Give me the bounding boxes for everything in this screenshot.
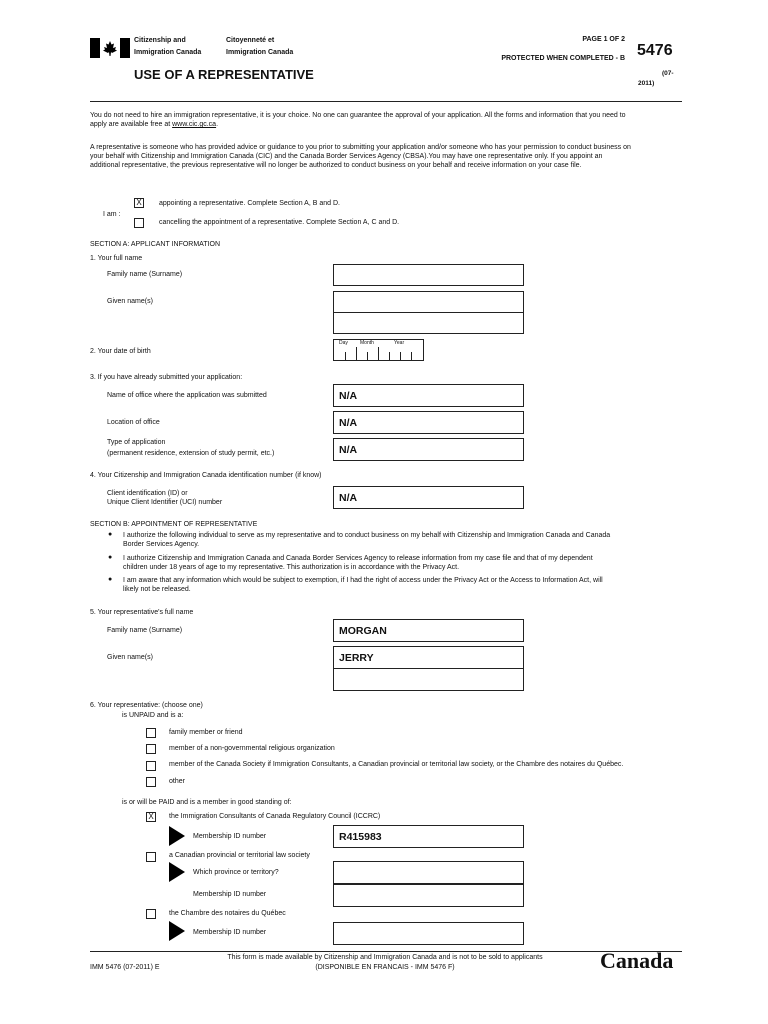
province-label: Which province or territory? [193, 869, 279, 876]
rep-given-label: Given name(s) [107, 654, 153, 661]
location-input[interactable]: N/A [333, 411, 524, 434]
dob-divider [378, 347, 379, 361]
arrow-right-icon [169, 862, 185, 882]
chambre-checkbox[interactable] [146, 909, 156, 919]
iccrc-label: the Immigration Consultants of Canada Regulatory Council (ICCRC) [169, 813, 381, 820]
client-id-label-line1: Client identification (ID) or [107, 490, 188, 497]
province-input[interactable] [333, 861, 524, 884]
intro-p1-prefix: apply are available free at [90, 121, 173, 128]
q2-label: 2. Your date of birth [90, 348, 151, 355]
client-id-label-line2: Unique Client Identifier (UCI) number [107, 499, 223, 506]
intro-p2-line1: A representative is someone who has provided advice or guidance to you prior to submitting your application and/or someone who has your permission to conduct business on [90, 144, 631, 151]
authorization-2-line2: children under 18 years of age to my representative. This authorization is in accordance with the Privacy Act. [123, 564, 460, 571]
client-id-input[interactable]: N/A [333, 486, 524, 509]
authorization-3-line1: I am aware that any information which would be subject to exemption, if I had the right of access under the Privacy Act or the Access to Information Act, will [123, 577, 603, 584]
cancelling-label: cancelling the appointment of a representative. Complete Section A, C and D. [159, 219, 400, 226]
paid-label: is or will be PAID and is a member in good standing of: [122, 799, 292, 806]
arrow-right-icon [169, 826, 185, 846]
q5-label: 5. Your representative's full name [90, 609, 194, 616]
dob-divider [400, 352, 401, 361]
law-society-checkbox[interactable] [146, 852, 156, 862]
bullet-icon: ● [108, 531, 113, 538]
page-number: PAGE 1 OF 2 [582, 36, 625, 43]
authorization-1-line2: Border Services Agency. [123, 541, 200, 548]
office-label: Name of office where the application was submitted [107, 392, 267, 399]
footer-notice-line2: (DISPONIBLE EN FRANCAIS - IMM 5476 F) [315, 964, 455, 971]
applicant-given-name-input-1[interactable] [333, 291, 524, 313]
bullet-icon: ● [108, 554, 113, 561]
canada-flag-icon [90, 38, 130, 58]
dob-divider [345, 352, 346, 361]
rep-family-name-input[interactable]: MORGAN [333, 619, 524, 642]
dob-month-label: Month [360, 340, 374, 346]
authorization-2 [123, 554, 685, 572]
dob-divider [389, 352, 390, 361]
dept-fr-line1: Citoyenneté et [226, 37, 275, 44]
iccrc-member-id-input[interactable]: R415983 [333, 825, 524, 848]
section-b-heading: SECTION B: APPOINTMENT OF REPRESENTATIVE [90, 521, 258, 528]
dept-name-fr [226, 36, 293, 57]
rep-given-name-input-1[interactable]: JERRY [333, 646, 524, 669]
type-label-line1: Type of application [107, 439, 166, 446]
applicant-family-label: Family name (Surname) [107, 271, 183, 278]
dept-en-line2: Immigration Canada [134, 49, 202, 56]
chambre-member-id-input[interactable] [333, 922, 524, 945]
authorization-3-line2: likely not be released. [123, 586, 191, 593]
applicant-given-name-input-2[interactable] [333, 312, 524, 334]
bullet-icon: ● [108, 576, 113, 583]
authorization-1 [123, 531, 685, 549]
form-code: IMM 5476 (07-2011) E [90, 964, 160, 971]
q6-label: 6. Your representative: (choose one) [90, 702, 203, 709]
q4-label: 4. Your Citizenship and Immigration Canada identification number (if know) [90, 472, 322, 479]
dept-fr-line2: Immigration Canada [226, 49, 294, 56]
iam-label: I am : [103, 211, 121, 218]
applicant-family-name-input[interactable] [333, 264, 524, 286]
applicant-given-label: Given name(s) [107, 298, 153, 305]
dob-divider [367, 352, 368, 361]
type-label-line2: (permanent residence, extension of study permit, etc.) [107, 450, 275, 457]
q3-label: 3. If you have already submitted your application: [90, 374, 243, 381]
dept-en-line1: Citizenship and [134, 37, 186, 44]
authorization-2-line1: I authorize Citizenship and Immigration Canada and Canada Border Services Agency to release information from my case file and that of my dependent [123, 555, 593, 562]
law-society-label: a Canadian provincial or territorial law society [169, 852, 310, 859]
iccrc-checkbox[interactable]: X [146, 812, 156, 822]
type-label [107, 438, 274, 458]
client-id-label [107, 489, 222, 507]
section-a-heading: SECTION A: APPLICANT INFORMATION [90, 241, 221, 248]
iccrc-member-id-label: Membership ID number [193, 833, 267, 840]
page-title: USE OF A REPRESENTATIVE [134, 67, 314, 82]
family-friend-label: family member or friend [169, 729, 243, 736]
society-member-label: member of the Canada Society if Immigration Consultants, a Canadian provincial or territorial law society, or the Chambre des notaires du Québec. [169, 761, 624, 768]
religious-org-label: member of a non-governmental religious organization [169, 745, 335, 752]
intro-p1-line2 [90, 120, 685, 129]
cancelling-checkbox[interactable] [134, 218, 144, 228]
appointing-label: appointing a representative. Complete Section A, B and D. [159, 200, 340, 207]
form-date-a: (07- [662, 70, 674, 77]
office-input[interactable]: N/A [333, 384, 524, 407]
other-checkbox[interactable] [146, 777, 156, 787]
dob-day-label: Day [339, 340, 348, 346]
q1-label: 1. Your full name [90, 255, 143, 262]
arrow-right-icon [169, 921, 185, 941]
header-divider [90, 101, 682, 102]
family-friend-checkbox[interactable] [146, 728, 156, 738]
law-member-id-input[interactable] [333, 884, 524, 907]
intro-p2-line2: your behalf with Citizenship and Immigration Canada (CIC) and the Canada Border Services Agency (CBSA).You may have one representative only. If you appoint an [90, 153, 603, 160]
intro-p1-suffix: . [216, 121, 219, 128]
society-member-checkbox[interactable] [146, 761, 156, 771]
application-type-input[interactable]: N/A [333, 438, 524, 461]
chambre-label: the Chambre des notaires du Québec [169, 910, 286, 917]
form-date-b: 2011) [638, 80, 655, 87]
authorization-1-line1: I authorize the following individual to serve as my representative and to conduct business on my behalf with Citizenship and Immigration Canada and Canada [123, 532, 611, 539]
dept-name-en [134, 36, 201, 57]
dob-divider [356, 347, 357, 361]
other-label: other [169, 778, 185, 785]
intro-paragraph-1 [90, 111, 685, 129]
form-number: 5476 [637, 42, 673, 59]
footer-notice [200, 953, 570, 972]
chambre-member-id-label: Membership ID number [193, 929, 267, 936]
authorization-3 [123, 576, 685, 594]
canada-wordmark: Canada [600, 948, 674, 973]
footer-notice-line1: This form is made available by Citizenship and Immigration Canada and is not to be sold to applicants [227, 954, 543, 961]
cic-website-link[interactable]: www.cic.gc.ca [172, 121, 217, 128]
dob-divider [411, 352, 412, 361]
rep-given-name-input-2[interactable] [333, 668, 524, 691]
intro-p1-line1: You do not need to hire an immigration representative, it is your choice. No one can guarantee the approval of your application. All the forms and information that you need to [90, 112, 626, 119]
law-member-id-label: Membership ID number [193, 891, 267, 898]
rep-family-label: Family name (Surname) [107, 627, 183, 634]
appointing-checkbox[interactable]: X [134, 198, 144, 208]
location-label: Location of office [107, 419, 160, 426]
date-of-birth-input[interactable] [333, 339, 424, 361]
dob-year-label: Year [394, 340, 405, 346]
religious-org-checkbox[interactable] [146, 744, 156, 754]
unpaid-label: is UNPAID and is a: [122, 712, 184, 719]
intro-paragraph-2 [90, 143, 685, 170]
protected-label: PROTECTED WHEN COMPLETED - B [501, 55, 625, 62]
intro-p2-line3: additional representative, the previous representative will no longer be authorized to conduct business on your behalf and receive information on your case file. [90, 162, 582, 169]
footer-divider [90, 951, 682, 952]
